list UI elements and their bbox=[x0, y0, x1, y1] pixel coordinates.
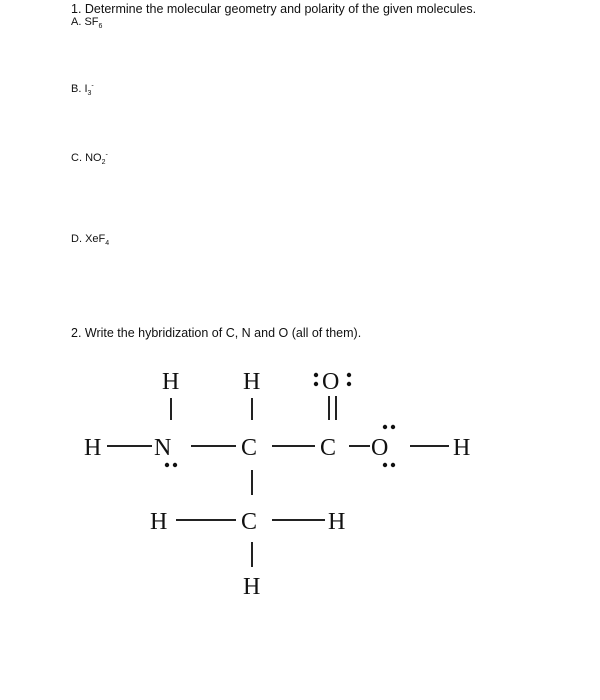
lone-pair-dot bbox=[347, 382, 351, 386]
atom-h-top-c1: H bbox=[243, 369, 261, 395]
lone-pair-dot bbox=[165, 463, 169, 467]
lone-pair-dot bbox=[383, 425, 387, 429]
atom-n: N bbox=[154, 435, 172, 461]
atom-o-single: O bbox=[371, 435, 389, 461]
lone-pair-dot bbox=[347, 373, 351, 377]
atom-o-double: O bbox=[322, 369, 340, 395]
atom-h-bottom: H bbox=[243, 574, 261, 600]
atom-c3: C bbox=[241, 509, 258, 535]
atom-h-mid-right: H bbox=[328, 509, 346, 535]
item-b-i3: B. $I_3^-$ bbox=[71, 82, 94, 98]
lone-pair-dot bbox=[314, 373, 318, 377]
atom-h-top-n: H bbox=[162, 369, 180, 395]
atom-h-right: H bbox=[453, 435, 471, 461]
item-a-sf6: A. $SF_6$ bbox=[71, 16, 103, 31]
lone-pair-dot bbox=[314, 382, 318, 386]
lone-pair-dot bbox=[383, 463, 387, 467]
question-2-heading: 2. Write the hybridization of C, N and O (all of them). bbox=[71, 326, 362, 340]
atom-c1: C bbox=[241, 435, 258, 461]
item-d-xef4: D. XeF$_4$ bbox=[71, 233, 110, 248]
item-c-no2: C. $NO_2^-$ bbox=[71, 151, 108, 167]
question-1-heading: 1. Determine the molecular geometry and polarity of the given molecules. bbox=[71, 2, 477, 16]
atom-h-mid-left: H bbox=[150, 509, 168, 535]
lone-pair-dot bbox=[173, 463, 177, 467]
atom-h-left: H bbox=[84, 435, 102, 461]
atom-c2: C bbox=[320, 435, 337, 461]
lone-pair-dot bbox=[391, 425, 395, 429]
lone-pair-dot bbox=[391, 463, 395, 467]
